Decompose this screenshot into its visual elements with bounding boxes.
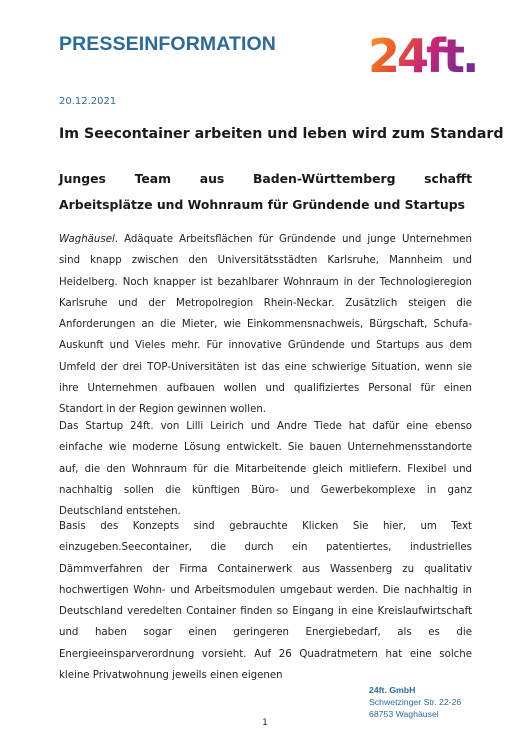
release-date: 20.12.2021 [59, 96, 117, 107]
paragraph-1 [59, 229, 472, 421]
headline: Im Seecontainer arbeiten und leben wird zum Standard [59, 126, 504, 142]
logo-wordmark: 24ft. [368, 29, 476, 80]
footer-city: 68753 Waghäusel [369, 709, 439, 719]
footer-street: Schwetzinger Str. 22-26 [369, 697, 462, 707]
company-logo [368, 28, 476, 80]
press-release-title: PRESSEINFORMATION [59, 33, 276, 55]
paragraph-3: Basis des Konzepts sind gebrauchte Klicken Sie hier, um Text einzugeben.Seecontainer, die durch ein patentiertes, industrielles Dämmverfahren der Firma Containerwerk aus Wassenberg zu qualitativ hochwertigen Wohn- und Arbeitsmodulen umgebaut werden. Die nachhaltig in Deutschland veredelten Container finden so Eingang in eine Kreislaufwirtschaft und haben sogar einen geringeren Energiebedarf, als es die Energieeinsparverordnung vorsieht. Auf 26 Quadratmetern hat eine solche kleine Privatwohnung jeweils einen eigenen [59, 521, 472, 682]
footer-company: 24ft. GmbH [369, 685, 416, 695]
paragraph-1-body: . Adäquate Arbeitsflächen für Gründende und junge Unternehmen sind knapp zwischen den Universitätsstädten Karlsruhe, Mannheim und Heidelberg. Noch knapper ist bezahlbarer Wohnraum in der Technologieregion Karlsruhe und der Metropolregion Rhein-Neckar. Zusätzlich steigen die Anforderungen an die Mieter, wie Einkommensnachweis, Bürgschaft, Schufa-Auskunft und Vieles mehr. Für innovative Gründende und Startups aus dem Umfeld der drei TOP-Universitäten ist das eine schwierige Situation, wenn sie ihre Unternehmen aufbauen wollen und qualifiziertes Personal für einen Standort in der Region gewinnen wollen. [59, 234, 472, 416]
dateline-location: Waghäusel [59, 234, 115, 245]
paragraph-2: Das Startup 24ft. von Lilli Leirich und Andre Tiede hat dafür eine ebenso einfache wie moderne Lösung entwickelt. Sie bauen Unternehmensstandorte auf, die den Wohnraum für die Mitarbeitende gleich mitliefern. Flexibel und nachhaltig sollen die künftigen Büro- und Gewerbekomplexe in ganz Deutschland entstehen. [59, 421, 472, 518]
footer-address [369, 684, 461, 720]
subheadline: Junges Team aus Baden-Württemberg schafft Arbeitsplätze und Wohnraum für Gründende und Startups [59, 171, 472, 212]
page-number: 1 [262, 718, 268, 728]
